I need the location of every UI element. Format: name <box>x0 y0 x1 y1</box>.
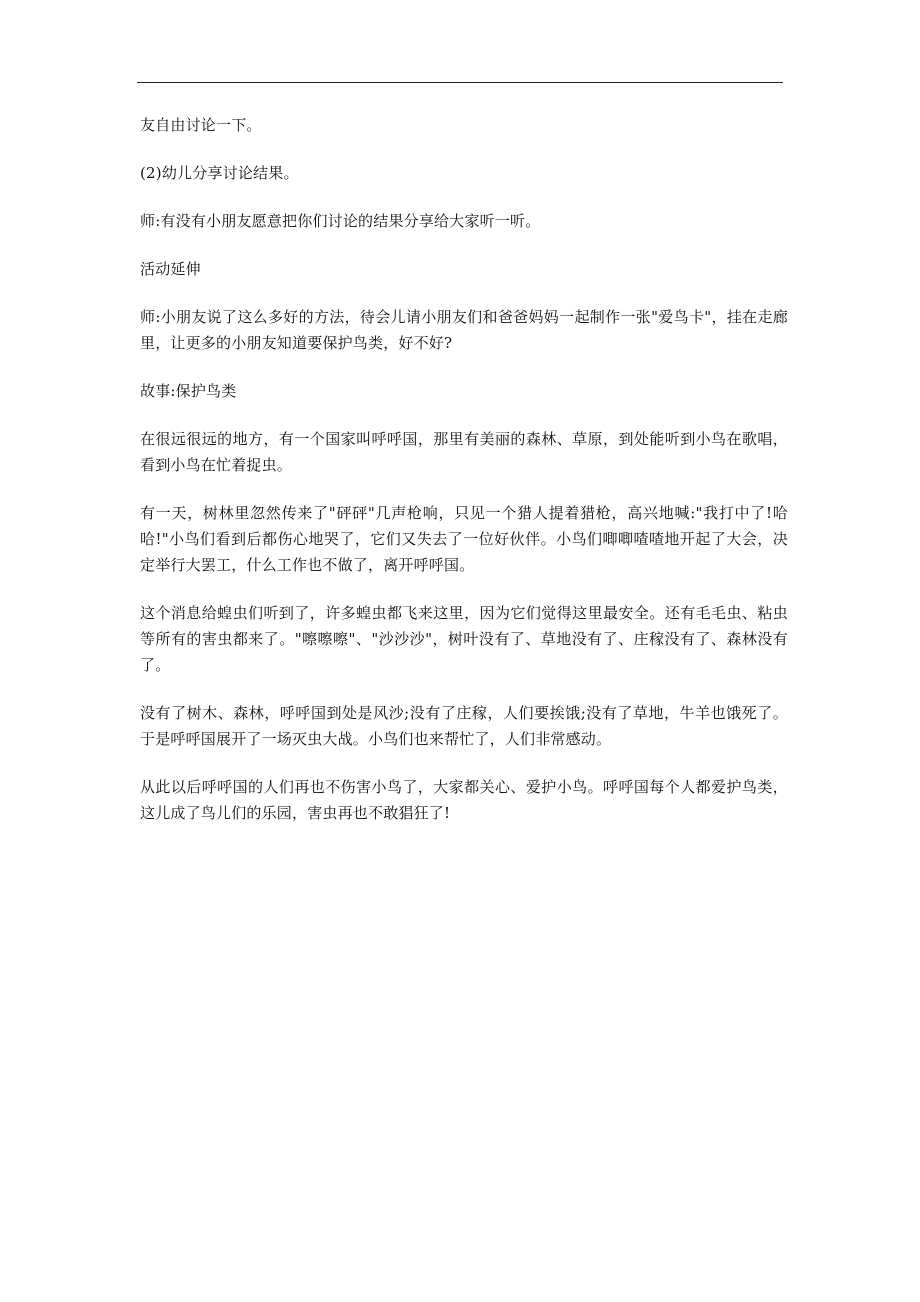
paragraph-11: 从此以后呼呼国的人们再也不伤害小鸟了，大家都关心、爱护小鸟。呼呼国每个人都爱护鸟类，这儿成了鸟儿们的乐园，害虫再也不敢猖狂了! <box>140 778 788 822</box>
document-body <box>140 112 788 848</box>
paragraph-7: 在很远很远的地方，有一个国家叫呼呼国，那里有美丽的森林、草原，到处能听到小鸟在歌唱，看到小鸟在忙着捉虫。 <box>140 430 788 474</box>
header-rule <box>137 82 783 83</box>
paragraph-10: 没有了树木、森林，呼呼国到处是风沙;没有了庄稼，人们要挨饿;没有了草地，牛羊也饿死了。于是呼呼国展开了一场灭虫大战。小鸟们也来帮忙了，人们非常感动。 <box>140 704 788 748</box>
paragraph-1: 友自由讨论一下。 <box>140 116 262 134</box>
paragraph-2: (2)幼儿分享讨论结果。 <box>140 164 299 182</box>
paragraph-3: 师:有没有小朋友愿意把你们讨论的结果分享给大家听一听。 <box>140 212 541 230</box>
paragraph-9: 这个消息给蝗虫们听到了，许多蝗虫都飞来这里，因为它们觉得这里最安全。还有毛毛虫、粘虫等所有的害虫都来了。"嚓嚓嚓"、"沙沙沙"，树叶没有了、草地没有了、庄稼没有了、森林没有了。 <box>140 604 788 674</box>
paragraph-8: 有一天，树林里忽然传来了"砰砰"几声枪响，只见一个猎人提着猎枪，高兴地喊:"我打中了!哈哈!"小鸟们看到后都伤心地哭了，它们又失去了一位好伙伴。小鸟们唧唧喳喳地开起了大会，决定举行大罢工，什么工作也不做了，离开呼呼国。 <box>140 504 788 574</box>
section-heading-story: 故事:保护鸟类 <box>140 382 237 400</box>
section-heading-activity-extension: 活动延伸 <box>140 260 201 278</box>
paragraph-5: 师:小朋友说了这么多好的方法，待会儿请小朋友们和爸爸妈妈一起制作一张"爱鸟卡"，挂在走廊里，让更多的小朋友知道要保护鸟类，好不好? <box>140 308 788 352</box>
